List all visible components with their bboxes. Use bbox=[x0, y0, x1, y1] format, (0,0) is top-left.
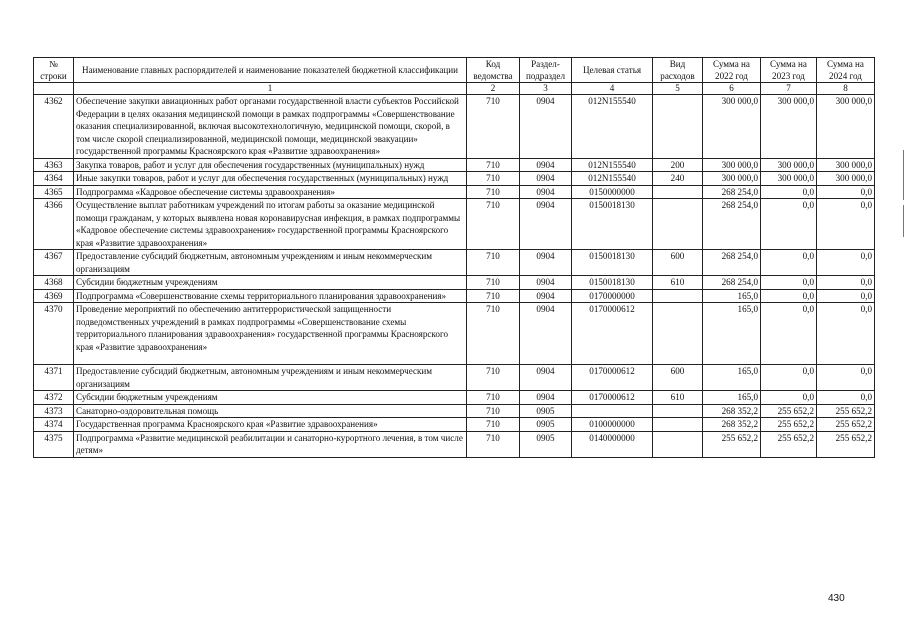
header-name: Наименование главных распорядителей и наименование показателей бюджетной классификации bbox=[74, 58, 467, 83]
row-number-cell: 4362 bbox=[34, 95, 74, 159]
expense-type-cell bbox=[653, 431, 703, 457]
row-number-cell: 4370 bbox=[34, 303, 74, 365]
target-article-cell: 0100000000 bbox=[572, 418, 653, 432]
sum-2023-cell: 300 000,0 bbox=[761, 95, 817, 159]
row-name-cell: Закупка товаров, работ и услуг для обеспечения государственных (муниципальных) нужд bbox=[74, 158, 467, 172]
row-number-cell: 4369 bbox=[34, 289, 74, 303]
table-row bbox=[34, 158, 875, 172]
department-code-cell: 710 bbox=[467, 303, 520, 365]
section-cell: 0905 bbox=[520, 418, 572, 432]
row-number-cell: 4367 bbox=[34, 250, 74, 276]
sum-2023-cell: 0,0 bbox=[761, 303, 817, 365]
sum-2023-cell: 300 000,0 bbox=[761, 172, 817, 186]
sum-2022-cell: 268 254,0 bbox=[703, 250, 761, 276]
sum-2022-cell: 255 652,2 bbox=[703, 431, 761, 457]
column-number: 5 bbox=[653, 83, 703, 95]
sum-2022-cell: 268 352,2 bbox=[703, 404, 761, 418]
row-name-cell: Проведение мероприятий по обеспечению антитеррористической защищенности подведомственных учреждений в рамках подпрограммы «Совершенствование схемы территориального планирования здравоохранения» государственной программы Красноярского края «Развитие здравоохранения» bbox=[74, 303, 467, 365]
sum-2024-cell: 255 652,2 bbox=[817, 431, 875, 457]
table-row bbox=[34, 95, 875, 159]
column-number: 7 bbox=[761, 83, 817, 95]
expense-type-cell bbox=[653, 303, 703, 365]
row-number-cell: 4372 bbox=[34, 391, 74, 405]
expense-type-cell bbox=[653, 95, 703, 159]
sum-2024-cell: 0,0 bbox=[817, 185, 875, 199]
expense-type-cell: 200 bbox=[653, 158, 703, 172]
sum-2023-cell: 300 000,0 bbox=[761, 158, 817, 172]
section-cell: 0904 bbox=[520, 185, 572, 199]
column-number: 6 bbox=[703, 83, 761, 95]
row-name-cell: Государственная программа Красноярского края «Развитие здравоохранения» bbox=[74, 418, 467, 432]
expense-type-cell bbox=[653, 185, 703, 199]
row-number-cell: 4371 bbox=[34, 365, 74, 391]
section-cell: 0905 bbox=[520, 431, 572, 457]
department-code-cell: 710 bbox=[467, 158, 520, 172]
table-row bbox=[34, 365, 875, 391]
target-article-cell: 0140000000 bbox=[572, 431, 653, 457]
column-number bbox=[34, 83, 74, 95]
row-name-cell: Подпрограмма «Кадровое обеспечение системы здравоохранения» bbox=[74, 185, 467, 199]
target-article-cell: 0150018130 bbox=[572, 276, 653, 290]
row-name-cell: Обеспечение закупки авиационных работ органами государственной власти субъектов Российской Федерации в целях оказания медицинской помощи в рамках подпрограммы «Совершенствование оказания специализированной, включая высокотехнологичную, медицинской помощи, скорой, в том числе скорой специализированной, медицинской помощи, медицинской эвакуации» государственной программы Красноярского края «Развитие здравоохранения» bbox=[74, 95, 467, 159]
header-row-number: № строки bbox=[34, 58, 74, 83]
sum-2023-cell: 0,0 bbox=[761, 289, 817, 303]
section-cell: 0905 bbox=[520, 404, 572, 418]
target-article-cell: 0150018130 bbox=[572, 199, 653, 250]
expense-type-cell bbox=[653, 404, 703, 418]
page-number: 430 bbox=[828, 593, 845, 604]
expense-type-cell bbox=[653, 199, 703, 250]
sum-2022-cell: 165,0 bbox=[703, 303, 761, 365]
target-article-cell: 012N155540 bbox=[572, 158, 653, 172]
sum-2024-cell: 300 000,0 bbox=[817, 158, 875, 172]
row-number-cell: 4363 bbox=[34, 158, 74, 172]
department-code-cell: 710 bbox=[467, 404, 520, 418]
target-article-cell: 0150000000 bbox=[572, 185, 653, 199]
sum-2022-cell: 268 352,2 bbox=[703, 418, 761, 432]
column-number: 8 bbox=[817, 83, 875, 95]
section-cell: 0904 bbox=[520, 276, 572, 290]
header-department-code: Код ведомства bbox=[467, 58, 520, 83]
sum-2023-cell: 0,0 bbox=[761, 199, 817, 250]
section-cell: 0904 bbox=[520, 391, 572, 405]
table-row bbox=[34, 172, 875, 186]
expense-type-cell: 600 bbox=[653, 365, 703, 391]
sum-2022-cell: 300 000,0 bbox=[703, 158, 761, 172]
sum-2023-cell: 255 652,2 bbox=[761, 404, 817, 418]
section-cell: 0904 bbox=[520, 158, 572, 172]
department-code-cell: 710 bbox=[467, 250, 520, 276]
department-code-cell: 710 bbox=[467, 185, 520, 199]
sum-2023-cell: 0,0 bbox=[761, 365, 817, 391]
row-number-cell: 4375 bbox=[34, 431, 74, 457]
table-body bbox=[34, 95, 875, 458]
header-sum-2022: Сумма на 2022 год bbox=[703, 58, 761, 83]
sum-2024-cell: 0,0 bbox=[817, 250, 875, 276]
expense-type-cell: 600 bbox=[653, 250, 703, 276]
department-code-cell: 710 bbox=[467, 276, 520, 290]
sum-2022-cell: 268 254,0 bbox=[703, 276, 761, 290]
row-number-cell: 4366 bbox=[34, 199, 74, 250]
column-number: 2 bbox=[467, 83, 520, 95]
header-sum-2024: Сумма на 2024 год bbox=[817, 58, 875, 83]
sum-2023-cell: 0,0 bbox=[761, 250, 817, 276]
sum-2024-cell: 300 000,0 bbox=[817, 95, 875, 159]
section-cell: 0904 bbox=[520, 289, 572, 303]
scan-edge-mark bbox=[903, 150, 904, 200]
section-cell: 0904 bbox=[520, 303, 572, 365]
table-row bbox=[34, 276, 875, 290]
target-article-cell: 0170000612 bbox=[572, 303, 653, 365]
sum-2024-cell: 0,0 bbox=[817, 303, 875, 365]
sum-2023-cell: 255 652,2 bbox=[761, 431, 817, 457]
section-cell: 0904 bbox=[520, 172, 572, 186]
sum-2023-cell: 0,0 bbox=[761, 391, 817, 405]
target-article-cell bbox=[572, 404, 653, 418]
column-number: 1 bbox=[74, 83, 467, 95]
row-name-cell: Подпрограмма «Совершенствование схемы территориального планирования здравоохранения» bbox=[74, 289, 467, 303]
sum-2024-cell: 0,0 bbox=[817, 365, 875, 391]
row-name-cell: Субсидии бюджетным учреждениям bbox=[74, 276, 467, 290]
sum-2024-cell: 255 652,2 bbox=[817, 418, 875, 432]
sum-2022-cell: 165,0 bbox=[703, 289, 761, 303]
table-row bbox=[34, 404, 875, 418]
expense-type-cell: 610 bbox=[653, 276, 703, 290]
sum-2024-cell: 0,0 bbox=[817, 391, 875, 405]
row-name-cell: Предоставление субсидий бюджетным, автономным учреждениям и иным некоммерческим организациям bbox=[74, 250, 467, 276]
expense-type-cell: 610 bbox=[653, 391, 703, 405]
table-row bbox=[34, 431, 875, 457]
department-code-cell: 710 bbox=[467, 95, 520, 159]
sum-2023-cell: 0,0 bbox=[761, 185, 817, 199]
header-section: Раздел-подраздел bbox=[520, 58, 572, 83]
section-cell: 0904 bbox=[520, 250, 572, 276]
target-article-cell: 012N155540 bbox=[572, 95, 653, 159]
department-code-cell: 710 bbox=[467, 289, 520, 303]
header-expense-type: Вид расходов bbox=[653, 58, 703, 83]
sum-2022-cell: 268 254,0 bbox=[703, 185, 761, 199]
target-article-cell: 0170000000 bbox=[572, 289, 653, 303]
department-code-cell: 710 bbox=[467, 431, 520, 457]
sum-2022-cell: 165,0 bbox=[703, 365, 761, 391]
header-sum-2023: Сумма на 2023 год bbox=[761, 58, 817, 83]
sum-2024-cell: 0,0 bbox=[817, 289, 875, 303]
row-number-cell: 4374 bbox=[34, 418, 74, 432]
row-number-cell: 4365 bbox=[34, 185, 74, 199]
table-row bbox=[34, 303, 875, 365]
table-row bbox=[34, 250, 875, 276]
sum-2024-cell: 255 652,2 bbox=[817, 404, 875, 418]
header-target-article: Целевая статья bbox=[572, 58, 653, 83]
row-number-cell: 4368 bbox=[34, 276, 74, 290]
sum-2024-cell: 0,0 bbox=[817, 199, 875, 250]
section-cell: 0904 bbox=[520, 365, 572, 391]
sum-2023-cell: 255 652,2 bbox=[761, 418, 817, 432]
column-number: 4 bbox=[572, 83, 653, 95]
row-name-cell: Санаторно-оздоровительная помощь bbox=[74, 404, 467, 418]
target-article-cell: 0170000612 bbox=[572, 365, 653, 391]
department-code-cell: 710 bbox=[467, 365, 520, 391]
expense-type-cell: 240 bbox=[653, 172, 703, 186]
row-number-cell: 4364 bbox=[34, 172, 74, 186]
budget-table bbox=[33, 57, 875, 458]
expense-type-cell bbox=[653, 418, 703, 432]
table-row bbox=[34, 199, 875, 250]
table-row bbox=[34, 185, 875, 199]
row-name-cell: Предоставление субсидий бюджетным, автономным учреждениям и иным некоммерческим организациям bbox=[74, 365, 467, 391]
table-row bbox=[34, 418, 875, 432]
row-name-cell: Субсидии бюджетным учреждениям bbox=[74, 391, 467, 405]
section-cell: 0904 bbox=[520, 199, 572, 250]
sum-2022-cell: 300 000,0 bbox=[703, 172, 761, 186]
section-cell: 0904 bbox=[520, 95, 572, 159]
sum-2024-cell: 0,0 bbox=[817, 276, 875, 290]
table-row bbox=[34, 289, 875, 303]
scan-edge-mark bbox=[903, 205, 904, 237]
sum-2022-cell: 268 254,0 bbox=[703, 199, 761, 250]
header-row bbox=[34, 58, 875, 83]
target-article-cell: 012N155540 bbox=[572, 172, 653, 186]
sum-2022-cell: 300 000,0 bbox=[703, 95, 761, 159]
department-code-cell: 710 bbox=[467, 199, 520, 250]
sum-2023-cell: 0,0 bbox=[761, 276, 817, 290]
sum-2022-cell: 165,0 bbox=[703, 391, 761, 405]
row-name-cell: Иные закупки товаров, работ и услуг для обеспечения государственных (муниципальных) нужд bbox=[74, 172, 467, 186]
table-row bbox=[34, 391, 875, 405]
department-code-cell: 710 bbox=[467, 418, 520, 432]
department-code-cell: 710 bbox=[467, 391, 520, 405]
column-number-row bbox=[34, 83, 875, 95]
sum-2024-cell: 300 000,0 bbox=[817, 172, 875, 186]
row-name-cell: Подпрограмма «Развитие медицинской реабилитации и санаторно-курортного лечения, в том числе детям» bbox=[74, 431, 467, 457]
target-article-cell: 0150018130 bbox=[572, 250, 653, 276]
target-article-cell: 0170000612 bbox=[572, 391, 653, 405]
row-number-cell: 4373 bbox=[34, 404, 74, 418]
row-name-cell: Осуществление выплат работникам учреждений по итогам работы за оказание медицинской помощи гражданам, у которых выявлена новая коронавирусная инфекция, в рамках подпрограммы «Кадровое обеспечение системы здравоохранения» государственной программы Красноярского края «Развитие здравоохранения» bbox=[74, 199, 467, 250]
department-code-cell: 710 bbox=[467, 172, 520, 186]
expense-type-cell bbox=[653, 289, 703, 303]
column-number: 3 bbox=[520, 83, 572, 95]
